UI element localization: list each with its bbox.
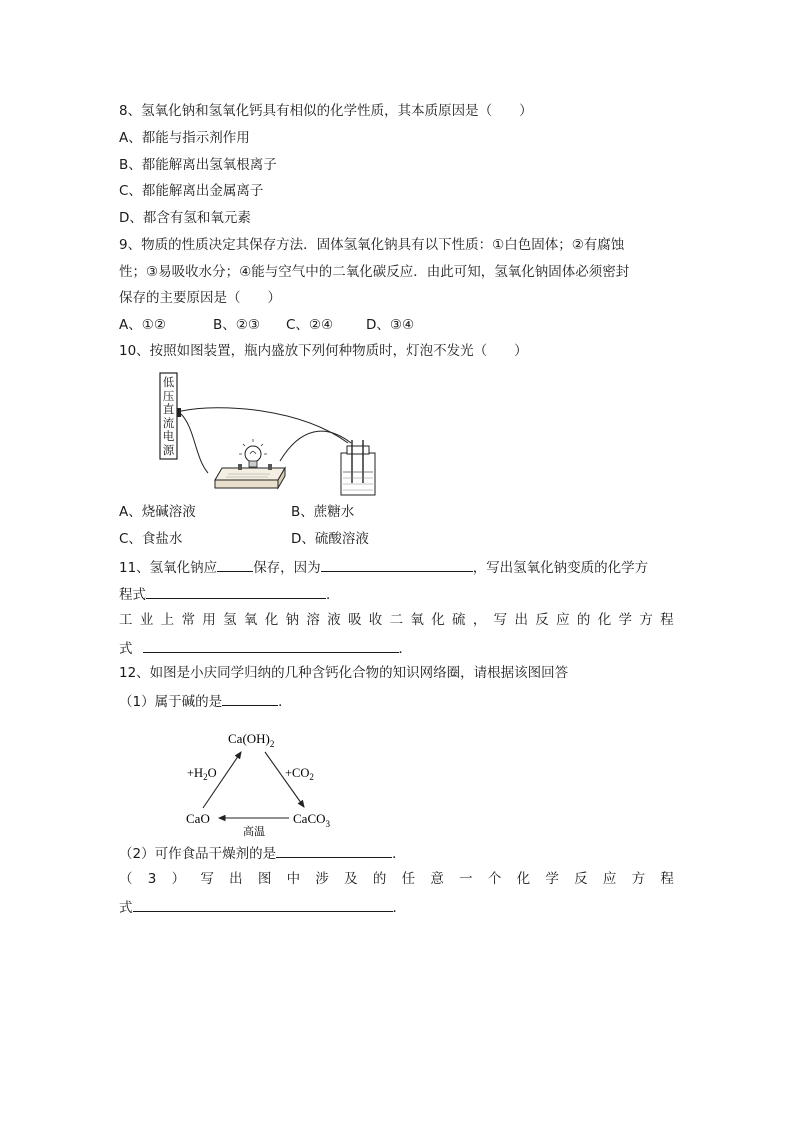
q8-option-d: D、都含有氢和氧元素 [119,210,251,226]
cycle-drawing [180,725,350,840]
q12-part-4: 式 ． [119,897,406,917]
q9-stem-line-1: 9、物质的性质决定其保存方法．固体氢氧化钠具有以下性质：①白色固体；②有腐蚀 [119,237,625,253]
q12-part-1: （1）属于碱的是 ． [119,691,292,711]
q10-option-c: C、食盐水 [119,531,183,547]
answer-blank-7[interactable] [133,897,393,912]
q11-line-4: 式 ． [119,638,412,658]
q9-stem-line-2: 性；③易吸收水分；④能与空气中的二氧化碳反应．由此可知，氢氧化钠固体必须密封 [119,264,630,280]
q9-stem-line-3: 保存的主要原因是（ ） [119,290,281,306]
lamp-terminal-right [268,464,272,470]
circuit-drawing [150,368,390,498]
label-plus-co2: $+CO_2$ [285,766,314,782]
label-plus-h2o: $+H_2O$ [187,766,217,782]
answer-blank-2[interactable] [321,557,473,572]
q12-part-3: （ 3 ） 写 出 图 中 涉 及 的 任 意 一 个 化 学 反 应 方 程 [119,871,674,887]
q11-line-2: 程式 ． [119,584,340,604]
q8-option-a: A、都能与指示剂作用 [119,130,250,146]
q10-option-b: B、蔗糖水 [291,504,355,520]
q10-option-a: A、烧碱溶液 [119,504,196,520]
q9-option-d: D、③④ [366,317,415,333]
q11-line-3: 工 业 上 常 用 氢 氧 化 钠 溶 液 吸 收 二 氧 化 硫 ， 写 出 反 应 的 化 学 方 程 [119,612,674,628]
q9-option-a: A、①② [119,317,166,333]
q8-option-b: B、都能解离出氢氧根离子 [119,157,277,173]
node-caco3: CaCO$_3$ [293,811,330,829]
q12-stem: 12、如图是小庆同学归纳的几种含钙化合物的知识网络圈，请根据该图回答 [119,665,569,681]
wire-lamp-to-bottle [280,431,351,461]
arrow-cao-to-caoh2 [203,752,241,808]
bottle [341,453,375,495]
q8-stem: 8、氢氧化钠和氢氧化钙具有相似的化学性质，其本质原因是（ ） [119,103,533,119]
light-bulb [245,446,261,462]
label-high-temp: 高温 [243,825,265,838]
q10-stem: 10、按照如图装置，瓶内盛放下列何种物质时，灯泡不发光（ ） [119,343,528,359]
lamp-terminal-left [238,464,242,470]
power-terminal [177,408,181,417]
q8-option-c: C、都能解离出金属离子 [119,183,264,199]
calcium-cycle-diagram [180,725,350,840]
wire-to-lamp [181,414,208,473]
answer-blank-4[interactable] [143,638,399,653]
node-caoh2: $Ca(OH)_2$ [228,731,275,749]
answer-blank-6[interactable] [276,843,392,858]
lamp-board-side [215,480,278,488]
q10-option-d: D、硫酸溶液 [291,531,369,547]
q9-option-b: B、②③ [213,317,260,333]
circuit-diagram [150,368,390,498]
answer-blank-1[interactable] [217,557,253,572]
q12-part-2: （2）可作食品干燥剂的是 ． [119,843,406,863]
wire-to-bottle [181,408,348,443]
answer-blank-5[interactable] [222,691,278,706]
node-cao: CaO [186,811,210,826]
q9-option-c: C、②④ [286,317,334,333]
answer-blank-3[interactable] [146,584,326,599]
power-supply-label: 低 压 直 流 电 源 [162,375,175,457]
q11-line-1: 11、氢氧化钠应 保存，因为 ，写出氢氧化钠变质的化学方 [119,557,648,577]
